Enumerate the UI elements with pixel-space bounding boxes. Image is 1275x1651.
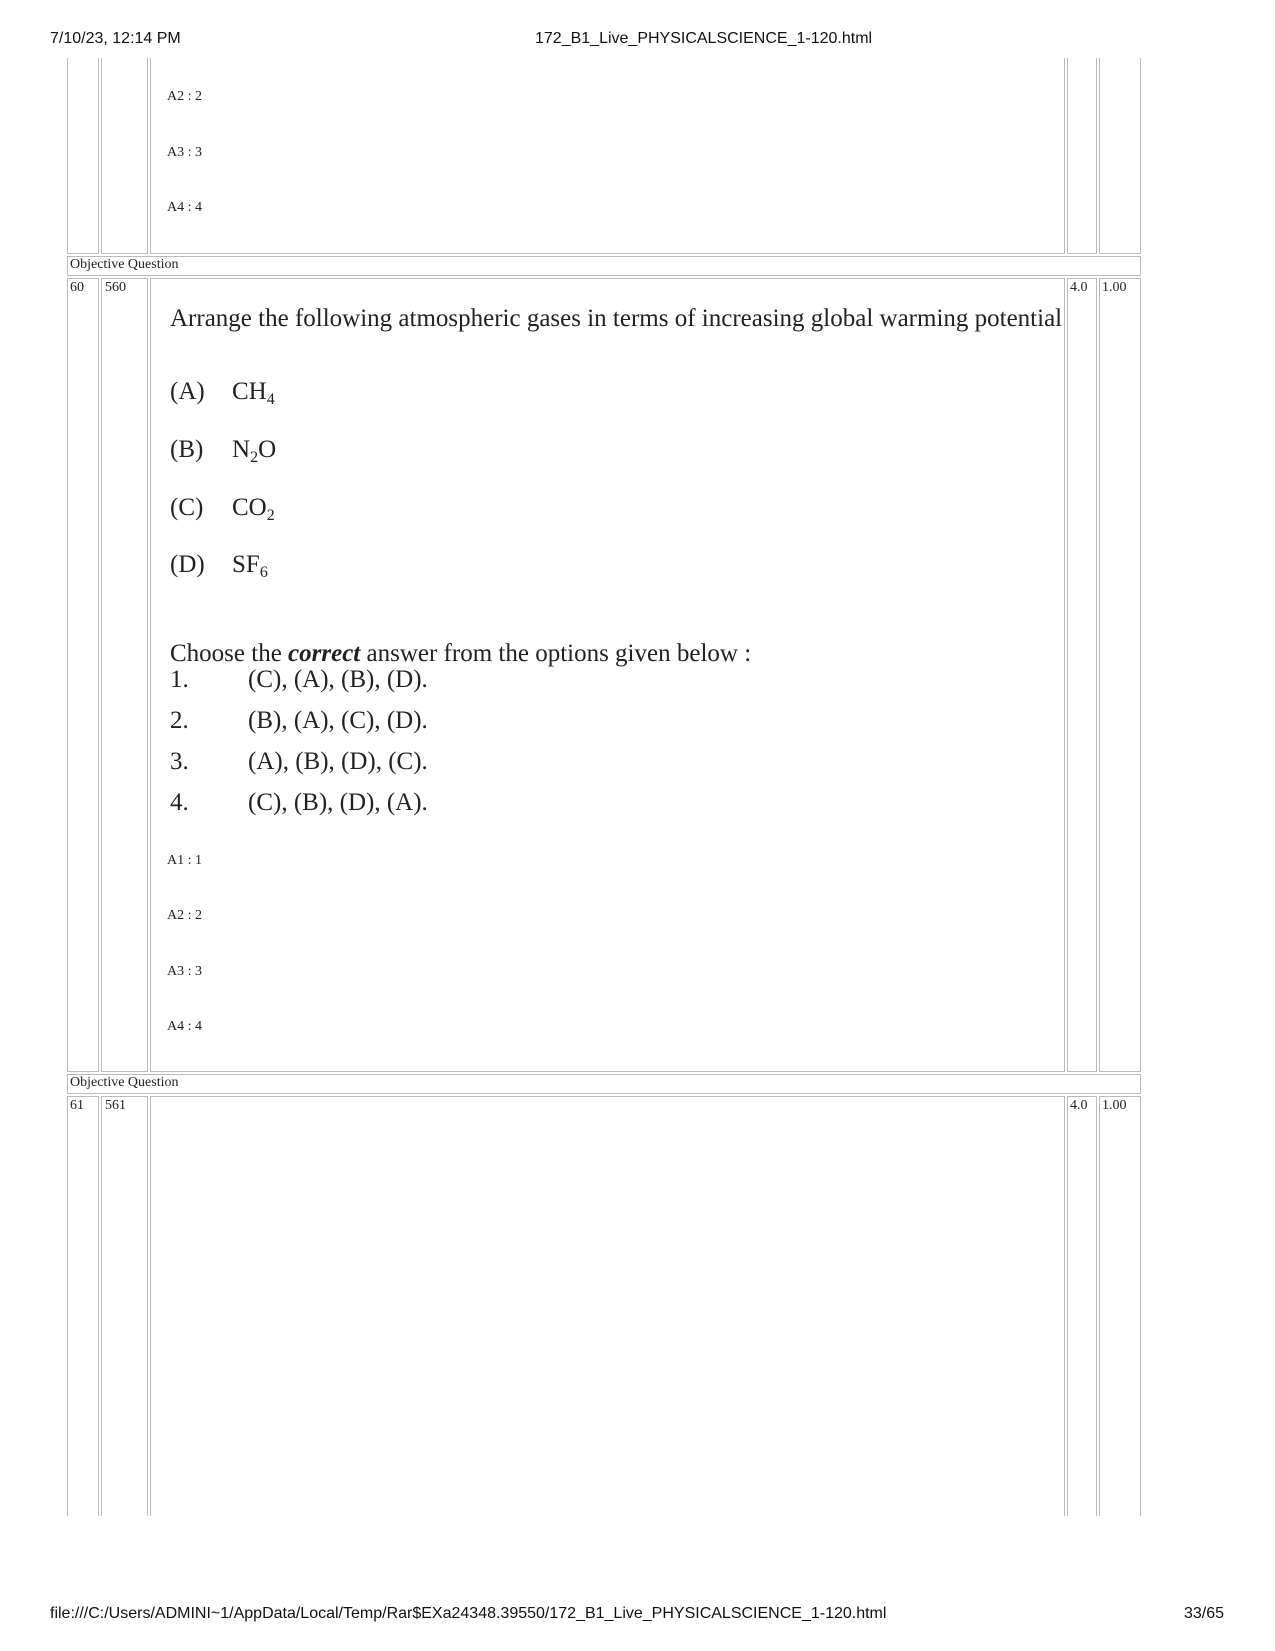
sno-cell: [67, 278, 99, 1072]
question-stem: Arrange the following atmospheric gases in terms of increasing global warming potential: [170, 305, 1063, 332]
order-number: 2.: [170, 707, 189, 734]
negative-marks-value: 1.00: [1102, 280, 1127, 295]
choose-emphasis: correct: [288, 640, 361, 667]
file-path: file:///C:/Users/ADMINI~1/AppData/Local/Temp/Rar$EXa24348.39550/172_B1_Live_PHYSICALSCIENCE_1-120.html: [50, 1605, 887, 1622]
marks-column: [1067, 58, 1097, 254]
order-text: (B), (A), (C), (D).: [248, 707, 428, 734]
section-label-row: [67, 1074, 1141, 1094]
sno-column: [67, 58, 99, 254]
print-datetime: 7/10/23, 12:14 PM: [50, 30, 181, 47]
option-label: (B): [170, 436, 204, 463]
order-number: 4.: [170, 789, 189, 816]
sno-cell: [67, 1096, 99, 1516]
formula-base: CH: [232, 378, 267, 405]
answer-option: A3 : 3: [167, 145, 202, 160]
gas-option: [170, 436, 276, 464]
formula-tail: O: [258, 436, 277, 463]
question-id: 560: [105, 280, 126, 295]
answer-option: A1 : 1: [167, 853, 202, 868]
formula-base: CO: [232, 494, 267, 521]
answer-option: A2 : 2: [167, 89, 202, 104]
order-text: (A), (B), (D), (C).: [248, 748, 428, 775]
marks-cell: [1067, 278, 1097, 1072]
choose-instruction: [170, 640, 751, 668]
marks-cell: [1067, 1096, 1097, 1516]
negative-column: [1099, 58, 1141, 254]
qid-column: [101, 58, 148, 254]
answer-option: A4 : 4: [167, 200, 202, 215]
order-text: (C), (B), (D), (A).: [248, 789, 428, 816]
page-number: 33/65: [1184, 1605, 1225, 1622]
serial-number: 61: [70, 1098, 84, 1113]
formula-base: N: [232, 436, 251, 463]
qid-cell: [101, 278, 148, 1072]
gas-option: [170, 494, 275, 522]
choose-prefix: Choose the: [170, 640, 282, 667]
option-label: (D): [170, 551, 205, 578]
negative-marks-value: 1.00: [1102, 1098, 1127, 1113]
formula-subscript: 2: [250, 449, 259, 466]
gas-option: [170, 378, 275, 406]
serial-number: 60: [70, 280, 84, 295]
order-number: 3.: [170, 748, 189, 775]
question-cell: [150, 1096, 1065, 1516]
order-option: [170, 789, 428, 817]
formula-subscript: 2: [266, 507, 275, 524]
section-label-row: [67, 256, 1141, 276]
qid-cell: [101, 1096, 148, 1516]
order-number: 1.: [170, 666, 189, 693]
formula-base: SF: [232, 551, 260, 578]
order-option: [170, 666, 428, 694]
question-id: 561: [105, 1098, 126, 1113]
answer-option: A4 : 4: [167, 1019, 202, 1034]
order-option: [170, 707, 428, 735]
gas-option: [170, 551, 268, 579]
answer-option: A3 : 3: [167, 964, 202, 979]
section-label: Objective Question: [70, 1075, 179, 1090]
option-label: (C): [170, 494, 204, 521]
option-label: (A): [170, 378, 205, 405]
formula-subscript: 4: [266, 391, 275, 408]
question-column: [150, 58, 1065, 254]
section-label: Objective Question: [70, 257, 179, 272]
negative-cell: [1099, 1096, 1141, 1516]
marks-value: 4.0: [1070, 1098, 1088, 1113]
answer-option: A2 : 2: [167, 908, 202, 923]
choose-suffix: answer from the options given below :: [366, 640, 752, 667]
order-text: (C), (A), (B), (D).: [248, 666, 428, 693]
negative-cell: [1099, 278, 1141, 1072]
order-option: [170, 748, 428, 776]
document-title: 172_B1_Live_PHYSICALSCIENCE_1-120.html: [535, 30, 873, 47]
marks-value: 4.0: [1070, 280, 1088, 295]
formula-subscript: 6: [259, 564, 268, 581]
